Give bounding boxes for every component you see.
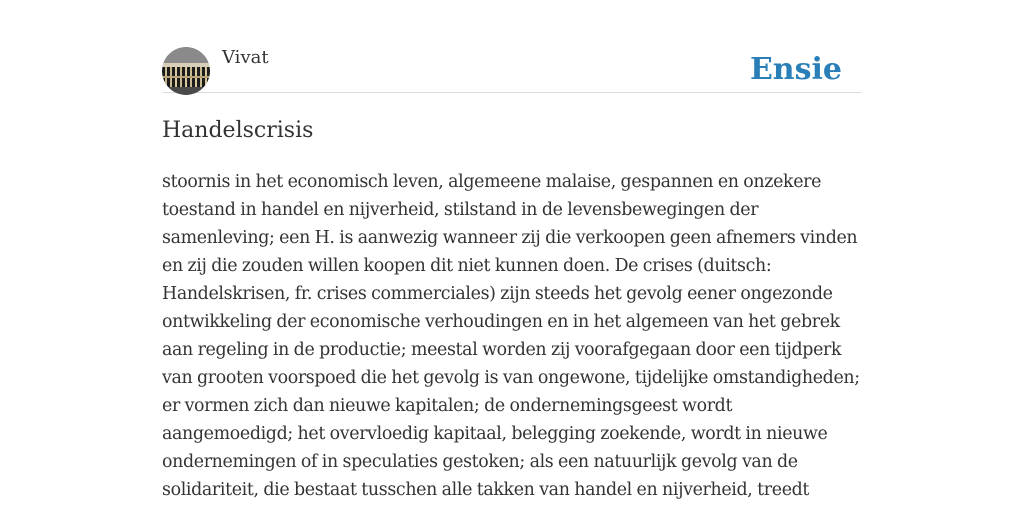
article-body: stoornis in het economisch leven, algemeene malaise, gespannen en onzekere toestand in handel en nijverheid, stilstand in de levensbewegingen der samenleving; een H. is aanwezig wanneer zij die verkoopen geen afnemers vinden en zij die zouden willen koopen dit niet kunnen doen. De crises (duitsch: Handelskrisen, fr. crises commerciales) zijn steeds het gevolg eener ongezonde ontwikkeling der economische verhoudingen en in het algemeen van het gebrek aan regeling in de productie; meestal worden zij voorafgegaan door een tijdperk van grooten voorspoed die het gevolg is van ongewone, tijdelijke omstandigheden; er vormen zich dan nieuwe kapitalen; de ondernemingsgeest wordt aangemoedigd; het overvloedig kapitaal, belegging zoekende, wordt in nieuwe ondernemingen of in speculaties gestoken; als een natuurlijk gevolg van de solidariteit, die bestaat tusschen alle takken van handel en nijverheid, treedt [162,172,860,500]
header [162,46,862,93]
brand-logo[interactable]: Ensie [749,52,842,87]
author-link[interactable]: Vivat [222,47,269,68]
book-spines-icon [162,47,210,95]
avatar[interactable] [162,47,210,95]
page-title: Handelscrisis [162,118,314,143]
